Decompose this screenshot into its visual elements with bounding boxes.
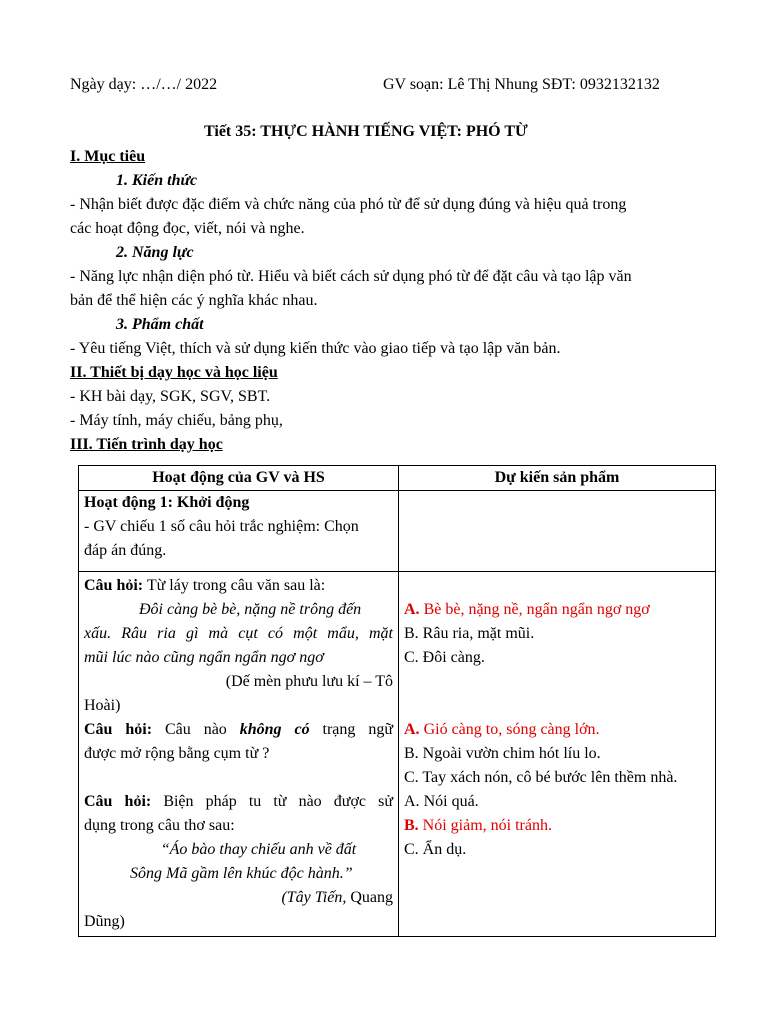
answer-1a: A. Bè bè, nặng nề, ngẩn ngẩn ngơ ngơ <box>404 601 650 618</box>
q2-line2: được mở rộng bằng cụm từ ? <box>84 745 270 762</box>
questions-cell <box>79 572 399 937</box>
quality-heading: 3. Phẩm chất <box>116 316 204 333</box>
q1-quote-1: Đôi càng bè bè, nặng nề trông đến <box>139 601 362 618</box>
equipment-item: - Máy tính, máy chiếu, bảng phụ, <box>70 412 283 429</box>
column-header-products: Dự kiến sản phẩm <box>399 466 716 491</box>
table-row <box>79 572 716 937</box>
product-cell <box>399 491 716 572</box>
knowledge-text-1: - Nhận biết được đặc điểm và chức năng của phó từ để sử dụng đúng và hiệu quả trong <box>70 196 627 213</box>
answer-3a: A. Nói quá. <box>404 793 479 810</box>
question-3: Câu hỏi: Biện pháp tu từ nào được sử <box>84 793 393 810</box>
answer-2b: B. Ngoài vườn chim hót líu lo. <box>404 745 601 762</box>
knowledge-heading: 1. Kiến thức <box>116 172 198 189</box>
answers-cell <box>399 572 716 937</box>
section-equipment-heading: II. Thiết bị dạy học và học liệu <box>70 364 278 381</box>
teacher-info: GV soạn: Lê Thị Nhung SĐT: 0932132132 <box>383 76 660 93</box>
lesson-plan-table <box>78 465 716 937</box>
equipment-item: - KH bài dạy, SGK, SGV, SBT. <box>70 388 271 405</box>
q3-line2: dụng trong câu thơ sau: <box>84 817 235 834</box>
table-row <box>79 491 716 572</box>
table-header-row <box>79 466 716 491</box>
q3-poem-1: “Áo bào thay chiếu anh về đất <box>160 841 357 858</box>
answer-2c: C. Tay xách nón, cô bé bước lên thềm nhà. <box>404 769 678 786</box>
q3-poem-2: Sông Mã gầm lên khúc độc hành.” <box>130 865 353 882</box>
q1-source-2: Hoài) <box>84 697 121 714</box>
quality-text: - Yêu tiếng Việt, thích và sử dụng kiến thức vào giao tiếp và tạo lập văn bản. <box>70 340 561 357</box>
q1-quote-3: mũi lúc nào cũng ngẩn ngẩn ngơ ngơ <box>84 649 324 666</box>
ability-heading: 2. Năng lực <box>116 244 194 261</box>
answer-1c: C. Đôi càng. <box>404 649 485 666</box>
column-header-activities: Hoạt động của GV và HS <box>79 466 399 491</box>
answer-3b: B. Nói giảm, nói tránh. <box>404 817 552 834</box>
answer-2a: A. Gió càng to, sóng càng lớn. <box>404 721 600 738</box>
answer-1b: B. Râu ria, mặt mũi. <box>404 625 535 642</box>
knowledge-text-2: các hoạt động đọc, viết, nói và nghe. <box>70 220 305 237</box>
q3-source-2: Dũng) <box>84 913 125 930</box>
question-2: Câu hỏi: Câu nào không có trạng ngữ <box>84 721 394 738</box>
q3-source: (Tây Tiến, Quang <box>281 889 393 906</box>
section-objectives-heading: I. Mục tiêu <box>70 148 146 165</box>
ability-text-1: - Năng lực nhận diện phó từ. Hiểu và biết cách sử dụng phó từ để đặt câu và tạo lập văn <box>70 268 632 285</box>
q1-source-1: (Dế mèn phưu lưu kí – Tô <box>225 673 393 690</box>
activity1-title: Hoạt động 1: Khởi động <box>84 494 250 511</box>
activity-cell <box>79 491 399 572</box>
ability-text-2: bản để thể hiện các ý nghĩa khác nhau. <box>70 292 318 309</box>
q1-quote-2: xấu. Râu ria gì mà cụt có một mẩu, mặt <box>84 625 393 642</box>
question-1: Câu hỏi: Từ láy trong câu văn sau là: <box>84 577 326 594</box>
teaching-date: Ngày dạy: …/…/ 2022 <box>70 76 218 93</box>
section-process-heading: III. Tiến trình dạy học <box>70 436 223 453</box>
activity1-line2: đáp án đúng. <box>84 542 167 559</box>
page-title: Tiết 35: THỰC HÀNH TIẾNG VIỆT: PHÓ TỪ <box>204 123 528 140</box>
activity1-line1: - GV chiếu 1 số câu hỏi trắc nghiệm: Chọn <box>84 518 359 535</box>
answer-3c: C. Ẩn dụ. <box>404 841 467 858</box>
